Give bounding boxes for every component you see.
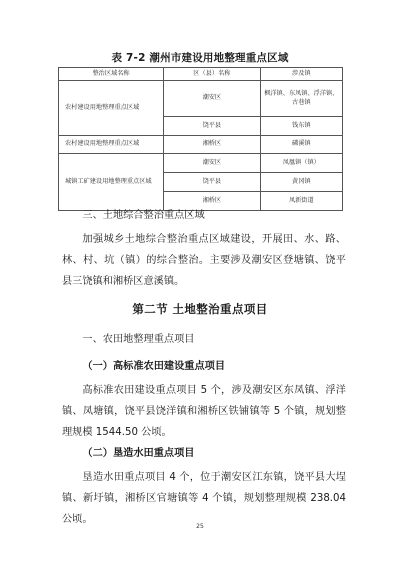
column-header-county: 区（县）名称 xyxy=(164,68,261,81)
table-cell-county: 饶平县 xyxy=(164,117,261,136)
table-cell-area: 农村建设用地整理重点区域 xyxy=(59,136,164,154)
table-cell-county: 湘桥区 xyxy=(164,192,261,211)
table-cell-area: 城镇工矿建设用地整理重点区域 xyxy=(59,154,164,211)
table-cell-towns: 黄冈镇 xyxy=(260,173,342,192)
section-title: 第二节 土地整治重点项目 xyxy=(132,302,268,316)
item-2-paragraph: 垦造水田重点项目 4 个，位于潮安区江东镇，饶平县大埕镇、新圩镇，湘桥区官塘镇等 4 个镇，规划整理规模 238.04 公顷。 xyxy=(62,472,346,525)
page-number: 25 xyxy=(196,523,204,530)
table-cell-county: 潮安区 xyxy=(164,81,261,117)
table-cell-towns: 钱东镇 xyxy=(260,117,342,136)
item-1-body xyxy=(62,380,346,443)
section-3-body xyxy=(62,229,346,292)
item-1-heading: （一）高标准农田建设重点项目 xyxy=(82,361,226,372)
table-cell-towns: 磷溪镇 xyxy=(260,136,342,154)
table-caption: 表 7-2 潮州市建设用地整理重点区域 xyxy=(111,52,289,64)
item-2-heading: （二）垦造水田重点项目 xyxy=(82,448,195,459)
table-cell-towns: 凤凰镇（镇） xyxy=(260,154,342,173)
column-header-towns: 涉及镇 xyxy=(260,68,342,81)
table-row xyxy=(59,136,343,154)
section-3-heading: 三、土地综合整治重点区域 xyxy=(82,210,205,221)
section-3-paragraph: 加强城乡土地综合整治重点区域建设，开展田、水、路、林、村、坑（镇）的综合整治。主要涉及潮安区登塘镇、饶平县三饶镇和湘桥区意溪镇。 xyxy=(62,234,346,287)
key-area-table xyxy=(58,67,343,211)
column-header-area: 整治区域名称 xyxy=(59,68,164,81)
table-row xyxy=(59,154,343,173)
table-cell-county: 饶平县 xyxy=(164,173,261,192)
item-2-body xyxy=(62,467,346,530)
table-cell-towns: 枫洋镇、东凤镇、浮洋镇、古巷镇 xyxy=(260,81,342,117)
table-cell-county: 潮安区 xyxy=(164,154,261,173)
table-row xyxy=(59,81,343,117)
table-cell-towns: 凤新街道 xyxy=(260,192,342,211)
subsection-1-heading: 一、农田地整理重点项目 xyxy=(82,334,195,345)
table-cell-area: 农村建设用地整理重点区域 xyxy=(59,81,164,136)
item-1-paragraph: 高标准农田建设重点项目 5 个，涉及潮安区东凤镇、浮洋镇、凤塘镇，饶平县饶洋镇和湘桥区铁铺镇等 5 个镇，规划整理规模 1544.50 公顷。 xyxy=(62,385,346,438)
table-header-row xyxy=(59,68,343,81)
table-cell-county: 湘桥区 xyxy=(164,136,261,154)
